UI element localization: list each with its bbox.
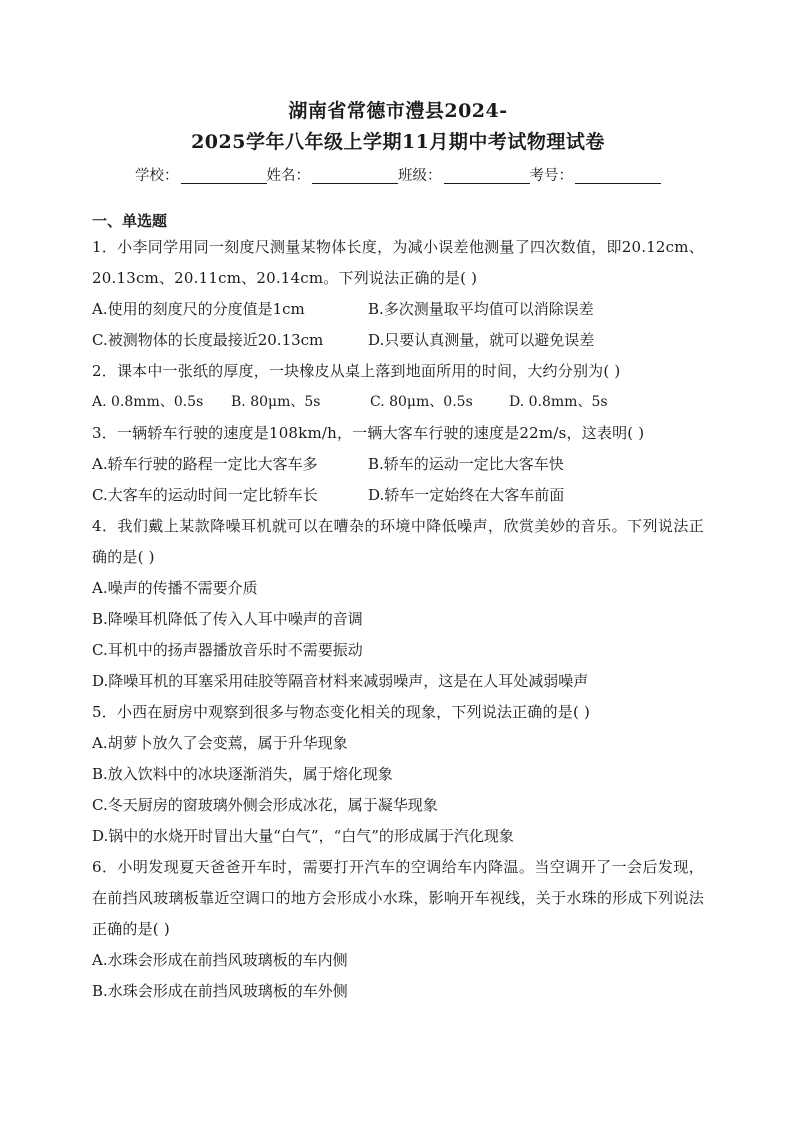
question-4-stem: 4．我们戴上某款降噪耳机就可以在嘈杂的环境中降低噪声，欣赏美妙的音乐。下列说法正确的是( ) <box>92 517 704 566</box>
question-6-option-b[interactable]: B.水珠会形成在前挡风玻璃板的车外侧 <box>92 982 348 1000</box>
question-1 <box>92 232 704 356</box>
question-2-option-c[interactable]: C. 80μm、0.5s <box>370 394 473 410</box>
exam-number-blank[interactable] <box>575 167 661 184</box>
question-3-option-b[interactable]: B.轿车的运动一定比大客车快 <box>368 455 564 473</box>
school-blank[interactable] <box>181 167 267 184</box>
question-3-options-row-1 <box>92 449 704 480</box>
question-2-options-row <box>92 387 704 418</box>
question-3-option-a[interactable]: A.轿车行驶的路程一定比大客车多 <box>92 455 318 473</box>
question-3-stem: 3．一辆轿车行驶的速度是108km/h，一辆大客车行驶的速度是22m/s，这表明( ) <box>92 424 645 442</box>
question-5-option-d[interactable]: D.锅中的水烧开时冒出大量“白气”，“白气”的形成属于汽化现象 <box>92 827 514 845</box>
question-1-options-row-2 <box>92 325 704 356</box>
question-1-stem: 1．小李同学用同一刻度尺测量某物体长度，为减小误差他测量了四次数值，即20.12cm、20.13cm、20.11cm、20.14cm。下列说法正确的是( ) <box>92 238 704 287</box>
name-blank[interactable] <box>312 167 398 184</box>
question-1-option-a[interactable]: A.使用的刻度尺的分度值是1cm <box>92 300 305 318</box>
question-5-option-b[interactable]: B.放入饮料中的冰块逐渐消失，属于熔化现象 <box>92 765 393 783</box>
school-label: 学校： <box>135 168 179 184</box>
question-5-option-a[interactable]: A.胡萝卜放久了会变蔫，属于升华现象 <box>92 734 348 752</box>
question-3-options-row-2 <box>92 480 704 511</box>
question-6-option-a[interactable]: A.水珠会形成在前挡风玻璃板的车内侧 <box>92 951 348 969</box>
question-1-option-d[interactable]: D.只要认真测量，就可以避免误差 <box>368 331 595 349</box>
question-1-option-b[interactable]: B.多次测量取平均值可以消除误差 <box>368 300 594 318</box>
class-blank[interactable] <box>444 167 530 184</box>
question-3 <box>92 418 704 511</box>
question-1-option-c[interactable]: C.被测物体的长度最接近20.13cm <box>92 331 324 349</box>
exam-number-label: 考号： <box>529 168 573 184</box>
section-heading: 一、单选题 <box>92 212 168 230</box>
title-line-2: 2025学年八年级上学期11月期中考试物理试卷 <box>191 131 605 153</box>
question-2 <box>92 356 704 418</box>
question-4-option-a[interactable]: A.噪声的传播不需要介质 <box>92 579 258 597</box>
question-3-option-c[interactable]: C.大客车的运动时间一定比轿车长 <box>92 486 318 504</box>
school-field <box>135 164 267 188</box>
class-field <box>398 164 530 188</box>
question-3-option-d[interactable]: D.轿车一定始终在大客车前面 <box>368 486 565 504</box>
class-label: 班级： <box>398 168 442 184</box>
question-2-option-b[interactable]: B. 80μm、5s <box>231 394 321 410</box>
question-2-option-a[interactable]: A. 0.8mm、0.5s <box>92 394 204 410</box>
question-4-option-c[interactable]: C.耳机中的扬声器播放音乐时不需要振动 <box>92 641 363 659</box>
question-4-option-d[interactable]: D.降噪耳机的耳塞采用硅胶等隔音材料来减弱噪声，这是在人耳处减弱噪声 <box>92 672 589 690</box>
question-5 <box>92 697 704 852</box>
question-1-options-row-1 <box>92 294 704 325</box>
question-6-stem: 6．小明发现夏天爸爸开车时，需要打开汽车的空调给车内降温。当空调开了一会后发现，在前挡风玻璃板靠近空调口的地方会形成小水珠，影响开车视线，关于水珠的形成下列说法正确的是( ) <box>92 858 704 938</box>
exam-page <box>92 96 704 1007</box>
question-5-stem: 5．小西在厨房中观察到很多与物态变化相关的现象，下列说法正确的是( ) <box>92 703 591 721</box>
question-2-stem: 2．课本中一张纸的厚度，一块橡皮从桌上落到地面所用的时间，大约分别为( ) <box>92 362 621 380</box>
name-field <box>267 164 399 188</box>
question-4-option-b[interactable]: B.降噪耳机降低了传入人耳中噪声的音调 <box>92 610 363 628</box>
question-5-option-c[interactable]: C.冬天厨房的窗玻璃外侧会形成冰花，属于凝华现象 <box>92 796 438 814</box>
student-info-row <box>92 164 704 188</box>
question-4 <box>92 511 704 697</box>
question-6 <box>92 852 704 1007</box>
name-label: 姓名： <box>266 168 310 184</box>
question-2-option-d[interactable]: D. 0.8mm、5s <box>509 394 608 410</box>
exam-number-field <box>530 164 662 188</box>
title-line-1: 湖南省常德市澧县2024- <box>288 100 508 122</box>
exam-title <box>92 96 704 158</box>
